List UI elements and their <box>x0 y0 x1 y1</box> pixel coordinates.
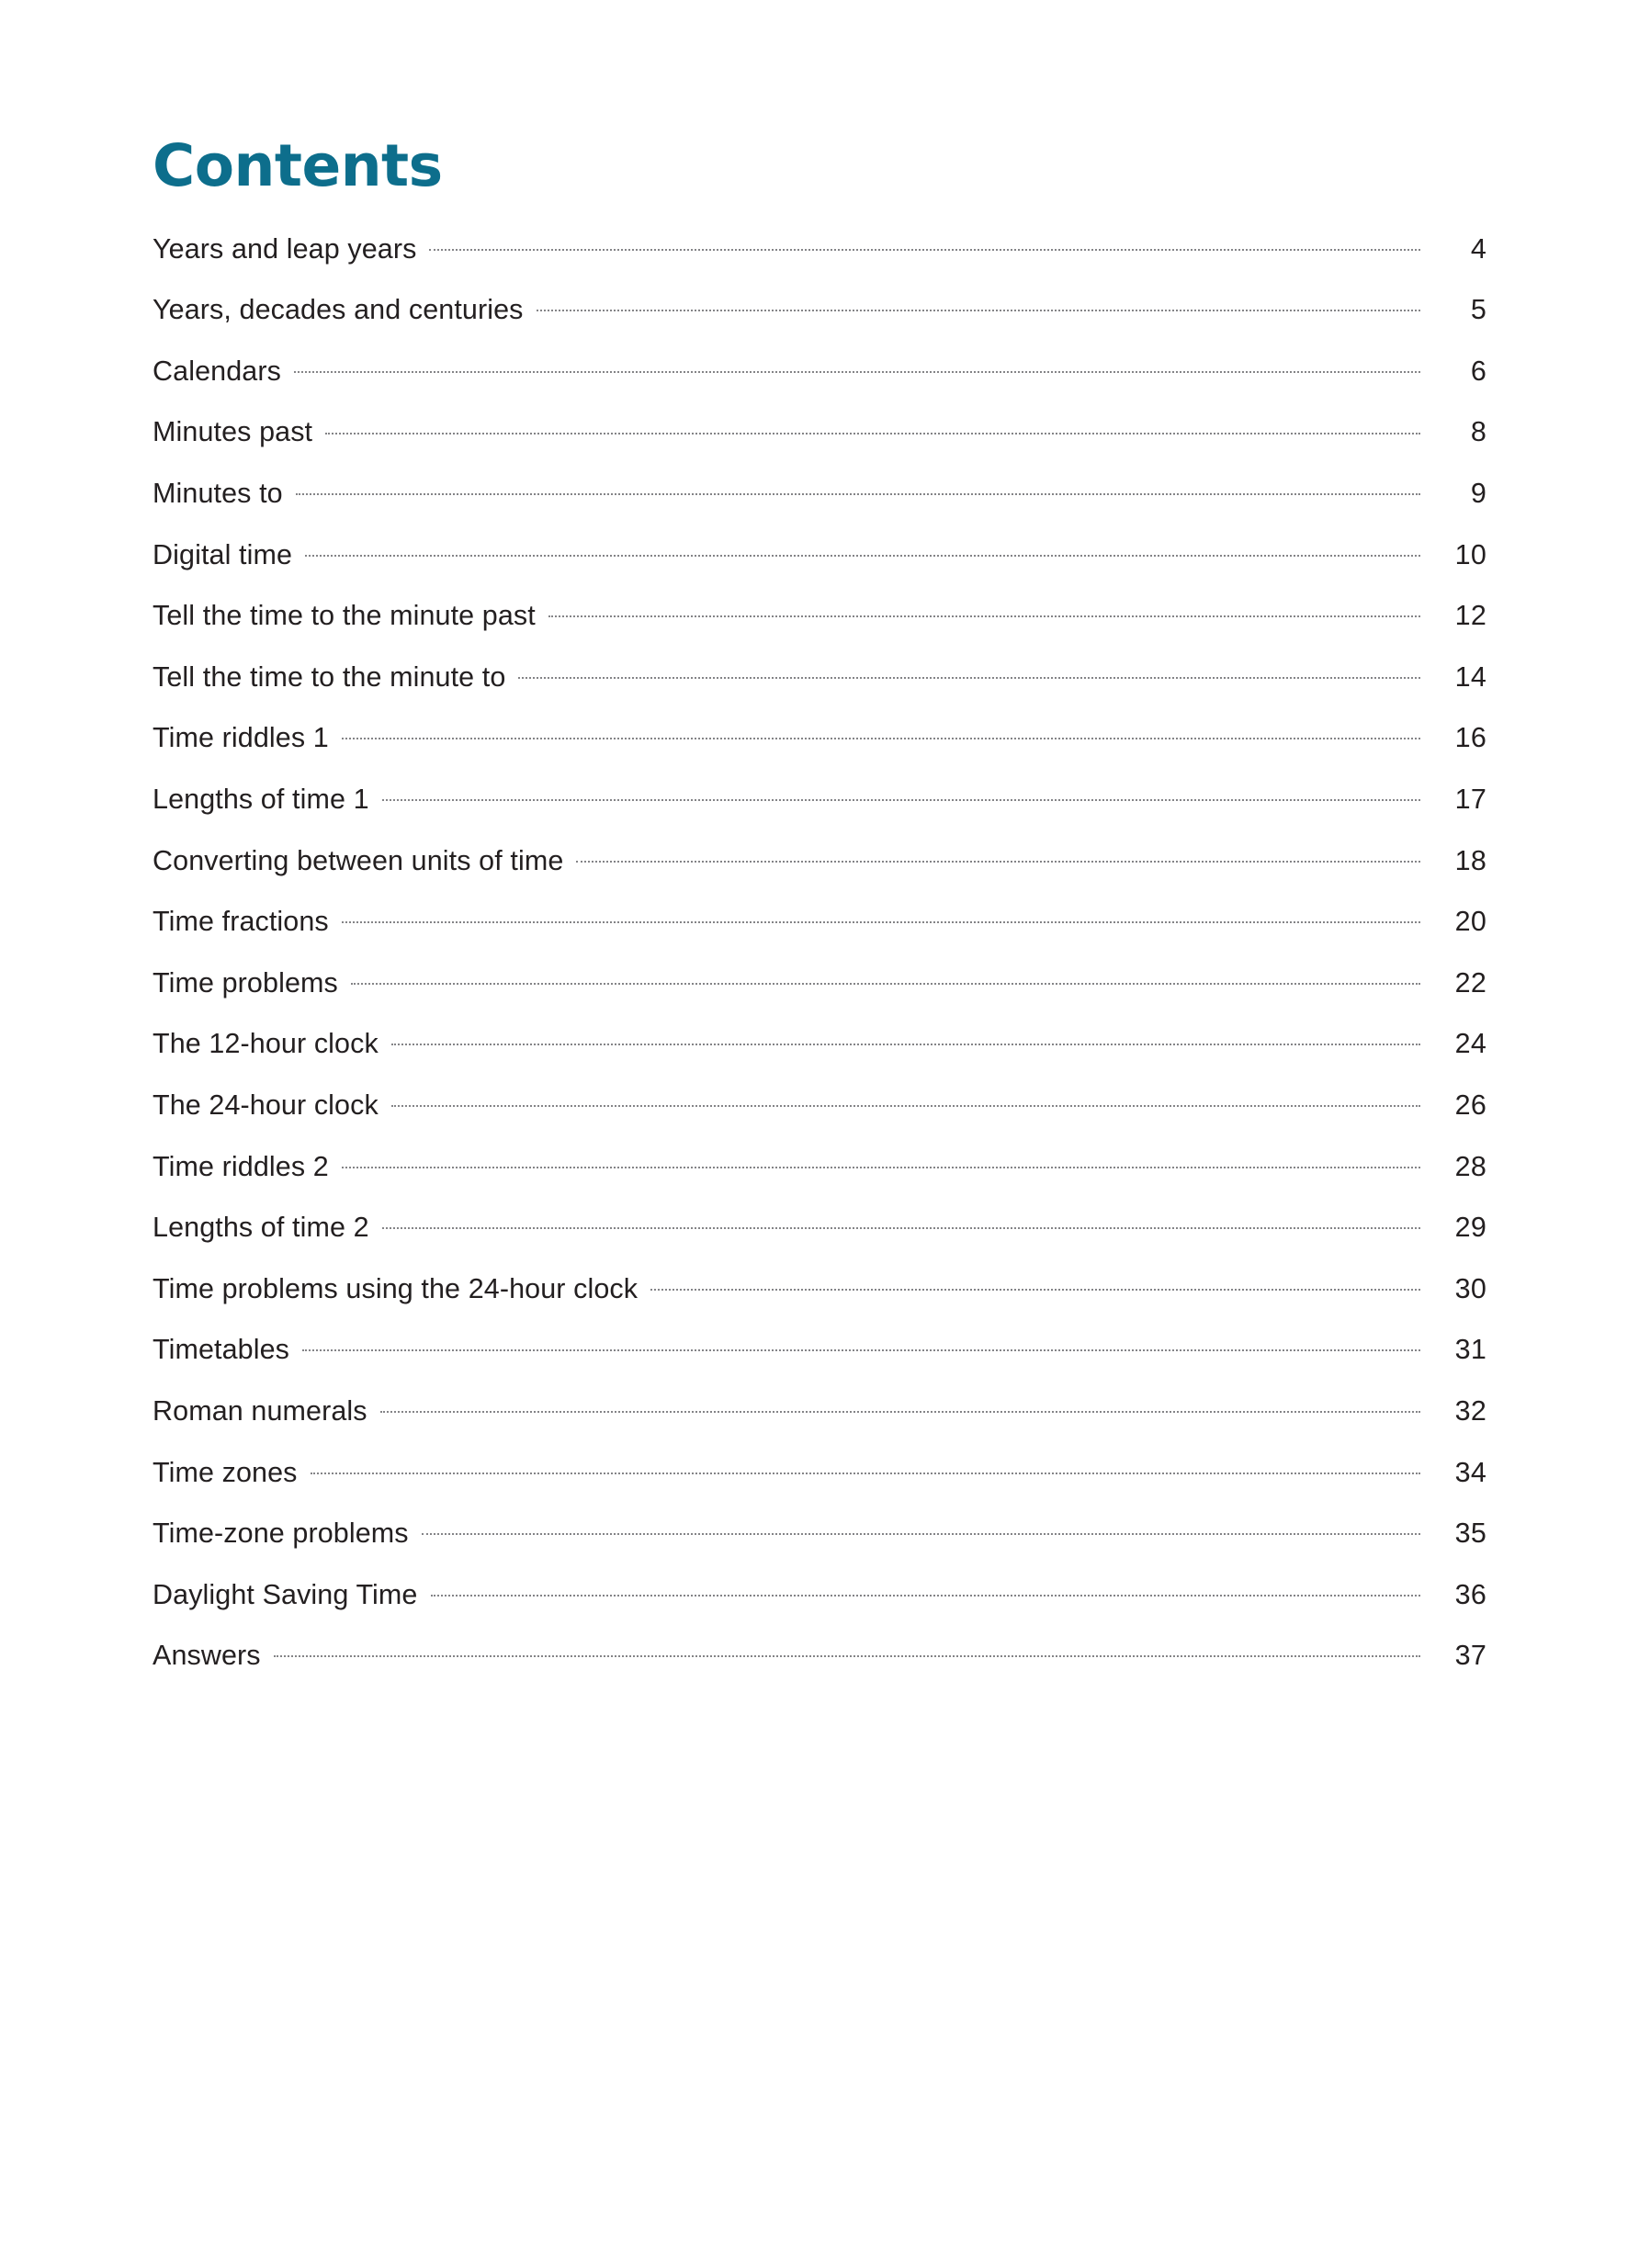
toc-entry-label: Digital time <box>153 538 293 570</box>
toc-entry[interactable] <box>153 1331 1486 1364</box>
toc-leader-dots <box>311 1453 1420 1482</box>
toc-entry[interactable] <box>153 475 1486 508</box>
contents-section <box>153 132 1486 1698</box>
toc-entry[interactable] <box>153 1575 1486 1608</box>
toc-entry-page-number: 5 <box>1470 294 1486 326</box>
toc-entry[interactable] <box>153 413 1486 446</box>
toc-entry-label: Minutes past <box>153 416 313 448</box>
toc-entry-page-number: 36 <box>1454 1578 1486 1610</box>
toc-leader-dots <box>537 291 1420 320</box>
toc-entry[interactable] <box>153 903 1486 936</box>
toc-entry-label: Timetables <box>153 1334 290 1366</box>
toc-entry-label: Minutes to <box>153 478 283 510</box>
toc-leader-dots <box>342 719 1420 748</box>
toc-entry[interactable] <box>153 841 1486 874</box>
toc-leader-dots <box>429 230 1420 258</box>
toc-entry-label: Time problems <box>153 966 338 999</box>
toc-entry-page-number: 28 <box>1454 1150 1486 1182</box>
toc-entry-label: Time-zone problems <box>153 1518 409 1550</box>
toc-leader-dots <box>382 1209 1420 1237</box>
toc-entry-page-number: 34 <box>1454 1456 1486 1488</box>
toc-entry-label: Time riddles 1 <box>153 722 329 754</box>
toc-entry-page-number: 20 <box>1454 906 1486 938</box>
toc-leader-dots <box>650 1269 1420 1298</box>
toc-entry-label: Time riddles 2 <box>153 1150 329 1182</box>
toc-entry-page-number: 8 <box>1470 416 1486 448</box>
toc-entry[interactable] <box>153 536 1486 569</box>
toc-entry[interactable] <box>153 352 1486 385</box>
toc-entry[interactable] <box>153 1209 1486 1242</box>
toc-leader-dots <box>302 1331 1420 1360</box>
toc-entry-page-number: 29 <box>1454 1212 1486 1244</box>
toc-entry[interactable] <box>153 597 1486 630</box>
toc-entry-label: Time problems using the 24-hour clock <box>153 1272 639 1304</box>
toc-entry[interactable] <box>153 964 1486 997</box>
toc-entry[interactable] <box>153 1086 1486 1119</box>
toc-entry-label: Lengths of time 2 <box>153 1212 369 1244</box>
toc-entry-label: Calendars <box>153 355 281 387</box>
toc-entry-label: Time fractions <box>153 906 329 938</box>
toc-leader-dots <box>305 536 1420 564</box>
toc-entry-label: Converting between units of time <box>153 844 564 876</box>
toc-entry-page-number: 32 <box>1454 1394 1486 1427</box>
toc-entry-page-number: 6 <box>1470 355 1486 387</box>
toc-leader-dots <box>294 352 1420 380</box>
toc-entry-page-number: 26 <box>1454 1089 1486 1121</box>
toc-entry[interactable] <box>153 1269 1486 1303</box>
toc-entry-page-number: 31 <box>1454 1334 1486 1366</box>
toc-entry-page-number: 16 <box>1454 722 1486 754</box>
toc-entry-label: Tell the time to the minute to <box>153 660 506 693</box>
toc-leader-dots <box>351 964 1420 992</box>
toc-entry-page-number: 10 <box>1454 538 1486 570</box>
toc-leader-dots <box>518 658 1420 686</box>
toc-entry-label: Years and leap years <box>153 232 417 265</box>
toc-leader-dots <box>325 413 1420 442</box>
toc-leader-dots <box>391 1086 1420 1114</box>
toc-leader-dots <box>576 841 1420 870</box>
toc-leader-dots <box>274 1637 1420 1665</box>
toc-leader-dots <box>342 1147 1420 1176</box>
toc-entry-page-number: 22 <box>1454 966 1486 999</box>
toc-entry-label: Tell the time to the minute past <box>153 600 536 632</box>
toc-entry[interactable] <box>153 291 1486 324</box>
toc-entry-page-number: 37 <box>1454 1640 1486 1672</box>
toc-entry-page-number: 18 <box>1454 844 1486 876</box>
page-title: Contents <box>153 132 443 199</box>
toc-leader-dots <box>382 780 1420 808</box>
toc-leader-dots <box>422 1515 1420 1543</box>
toc-entry-label: Time zones <box>153 1456 298 1488</box>
toc-leader-dots <box>548 597 1420 626</box>
toc-entry-label: Years, decades and centuries <box>153 294 524 326</box>
toc-entry-label: Lengths of time 1 <box>153 783 369 815</box>
toc-entry[interactable] <box>153 719 1486 752</box>
toc-entry-page-number: 14 <box>1454 660 1486 693</box>
toc-entry-label: The 12-hour clock <box>153 1028 379 1060</box>
toc-entry[interactable] <box>153 1392 1486 1425</box>
toc-entry-label: Roman numerals <box>153 1394 367 1427</box>
toc-entry-page-number: 9 <box>1470 478 1486 510</box>
toc-entry[interactable] <box>153 658 1486 691</box>
toc-entry[interactable] <box>153 1025 1486 1058</box>
toc-entry[interactable] <box>153 1453 1486 1486</box>
toc-entry[interactable] <box>153 230 1486 263</box>
table-of-contents <box>153 230 1486 1670</box>
toc-entry[interactable] <box>153 1515 1486 1548</box>
toc-leader-dots <box>380 1392 1420 1420</box>
toc-entry-page-number: 12 <box>1454 600 1486 632</box>
toc-entry-page-number: 35 <box>1454 1518 1486 1550</box>
toc-entry[interactable] <box>153 780 1486 813</box>
toc-entry-label: Answers <box>153 1640 261 1672</box>
toc-entry-page-number: 30 <box>1454 1272 1486 1304</box>
toc-leader-dots <box>296 475 1420 503</box>
toc-leader-dots <box>342 903 1420 931</box>
toc-entry[interactable] <box>153 1147 1486 1180</box>
toc-leader-dots <box>391 1025 1420 1054</box>
toc-entry-page-number: 4 <box>1470 232 1486 265</box>
toc-entry[interactable] <box>153 1637 1486 1670</box>
toc-leader-dots <box>431 1575 1421 1604</box>
toc-entry-label: The 24-hour clock <box>153 1089 379 1121</box>
toc-entry-label: Daylight Saving Time <box>153 1578 418 1610</box>
toc-entry-page-number: 17 <box>1454 783 1486 815</box>
toc-entry-page-number: 24 <box>1454 1028 1486 1060</box>
